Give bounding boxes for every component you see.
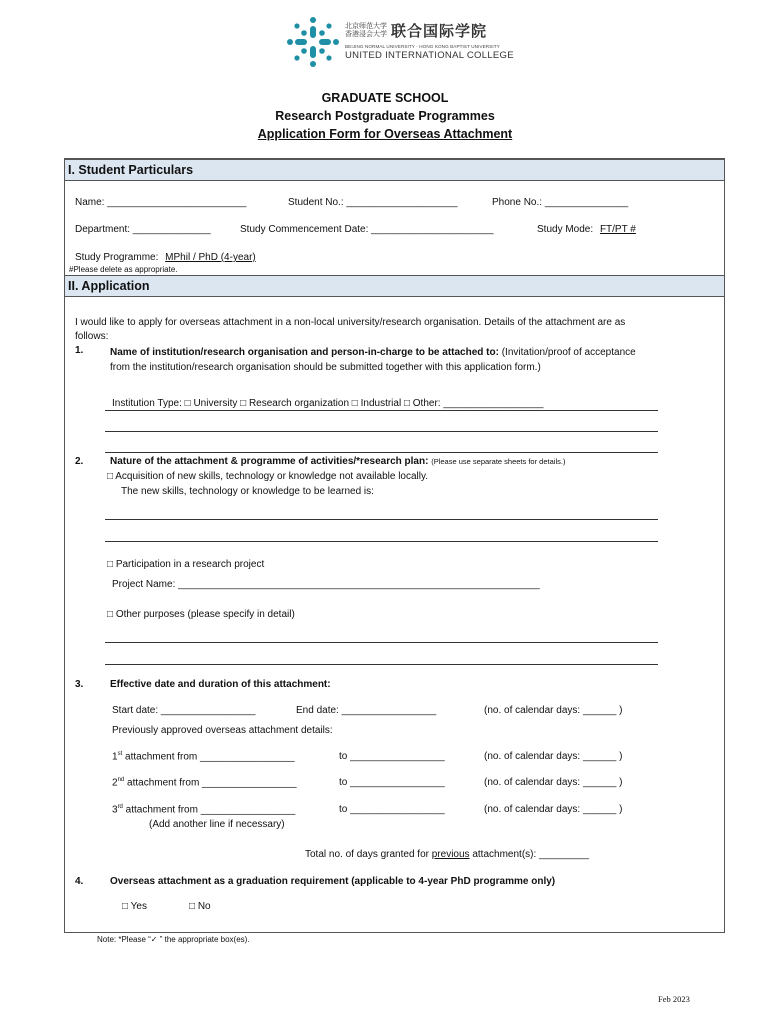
item2-text [110, 456, 565, 467]
footer-date: Feb 2023 [658, 994, 690, 1004]
form-box [64, 158, 725, 933]
study-programme-label: Study Programme: [75, 252, 159, 263]
section-student-particulars-heading: I. Student Particulars [65, 159, 724, 181]
attachment-1-from-field[interactable] [112, 751, 295, 762]
total-days-suffix: attachment(s): _________ [469, 849, 590, 860]
phone-no-field[interactable]: Phone No.: _______________ [492, 197, 629, 208]
institution-line-3[interactable] [105, 452, 658, 453]
study-mode-field[interactable] [537, 224, 636, 235]
institution-line-1 [105, 410, 658, 411]
form-title [0, 89, 770, 143]
graduation-yes-checkbox[interactable]: □ Yes [122, 901, 147, 912]
attachment-3-to-field[interactable]: to _________________ [339, 804, 445, 815]
department-field[interactable]: Department: ______________ [75, 224, 211, 235]
project-name-field[interactable]: Project Name: _________________________________________________________________ [112, 579, 540, 590]
attachment-3-days-field[interactable]: (no. of calendar days: ______ ) [484, 804, 623, 815]
previous-attachments-label: Previously approved overseas attachment details: [112, 725, 333, 736]
item3-heading: Effective date and duration of this attachment: [110, 679, 331, 690]
purpose-skills-checkbox[interactable]: □ Acquisition of new skills, technology or knowledge not available locally. [107, 471, 429, 482]
attachment-2-ordinal: 2 [112, 777, 118, 789]
study-programme-field[interactable] [75, 252, 256, 263]
logo-cn-line2: 香港浸会大学 [345, 30, 387, 38]
logo-cn-name: 联合国际学院 [391, 23, 488, 40]
uic-logo-mark-icon [283, 14, 343, 70]
item2-heading: Nature of the attachment & programme of activities/*research plan: [110, 456, 429, 467]
title-form-name: Application Form for Overseas Attachment [257, 127, 513, 141]
item1-number: 1. [75, 345, 84, 356]
attachment-3-from-text: attachment from _________________ [122, 804, 296, 816]
add-line-note: (Add another line if necessary) [149, 819, 285, 830]
attachment-1-ordinal-suffix: st [117, 751, 123, 757]
total-days-prefix: Total no. of days granted for [305, 849, 432, 860]
attachment-2-from-field[interactable] [112, 777, 297, 788]
institution-type-options[interactable]: Institution Type: □ University □ Research organization □ Industrial □ Other: __________________ [112, 398, 544, 409]
attachment-2-days-field[interactable]: (no. of calendar days: ______ ) [484, 777, 623, 788]
graduation-no-checkbox[interactable]: □ No [189, 901, 211, 912]
name-field[interactable]: Name: _________________________ [75, 197, 247, 208]
item4-heading: Overseas attachment as a graduation requirement (applicable to 4-year PhD programme only) [110, 876, 556, 887]
title-school: GRADUATE SCHOOL [321, 91, 449, 105]
commencement-date-field[interactable]: Study Commencement Date: ______________________ [240, 224, 494, 235]
skills-line-1[interactable] [105, 519, 658, 520]
logo-en-universities: BEIJING NORMAL UNIVERSITY · HONG KONG BAPTIST UNIVERSITY [345, 44, 500, 49]
end-date-field[interactable]: End date: _________________ [296, 705, 437, 716]
purpose-research-project-checkbox[interactable]: □ Participation in a research project [107, 559, 265, 570]
attachment-2-ordinal-suffix: nd [117, 777, 125, 783]
delete-note: #Please delete as appropriate. [69, 265, 178, 274]
attachment-3-ordinal-suffix: rd [117, 804, 123, 810]
attachment-3-ordinal: 3 [112, 804, 118, 816]
item2-number: 2. [75, 456, 84, 467]
attachment-1-ordinal: 1 [112, 751, 118, 763]
other-line-1[interactable] [105, 642, 658, 643]
total-days-previous: previous [431, 849, 470, 860]
study-mode-label: Study Mode: [537, 224, 594, 235]
item1-heading: Name of institution/research organisation and person-in-charge to be attached to: [110, 347, 499, 358]
total-days-field[interactable] [305, 849, 589, 860]
attachment-3-from-field[interactable] [112, 804, 295, 815]
attachment-1-to-field[interactable]: to _________________ [339, 751, 445, 762]
item4-number: 4. [75, 876, 84, 887]
application-intro: I would like to apply for overseas attachment in a non-local university/research organisation. Details of the attachment are as follows: [75, 317, 626, 342]
item1-instruction: (Invitation/proof of acceptance from the institution/research organisation should be submitted together with this application form.) [110, 347, 636, 373]
attachment-2-from-text: attachment from _________________ [124, 777, 297, 789]
current-days-field[interactable]: (no. of calendar days: ______ ) [484, 705, 623, 716]
study-programme-value: MPhil / PhD (4-year) [165, 252, 256, 263]
checkmark-note: Note: *Please “✓ ” the appropriate box(es). [97, 935, 250, 944]
item2-separate-sheets-note: (Please use separate sheets for details.) [431, 457, 566, 466]
title-programmes: Research Postgraduate Programmes [275, 109, 495, 123]
item1-text [110, 345, 653, 375]
skills-line-2[interactable] [105, 541, 658, 542]
start-date-field[interactable]: Start date: _________________ [112, 705, 256, 716]
purpose-other-checkbox[interactable]: □ Other purposes (please specify in detail) [107, 609, 295, 620]
purpose-skills-subtext: The new skills, technology or knowledge to be learned is: [121, 486, 374, 497]
section-application-heading: II. Application [65, 275, 724, 297]
logo-cn-line1: 北京师范大学 [345, 22, 387, 30]
student-no-field[interactable]: Student No.: ____________________ [288, 197, 458, 208]
logo-en-name: UNITED INTERNATIONAL COLLEGE [345, 50, 514, 61]
item3-number: 3. [75, 679, 84, 690]
other-line-2[interactable] [105, 664, 658, 665]
attachment-1-days-field[interactable]: (no. of calendar days: ______ ) [484, 751, 623, 762]
attachment-2-to-field[interactable]: to _________________ [339, 777, 445, 788]
uic-logo [283, 14, 514, 70]
study-mode-value: FT/PT # [599, 224, 636, 235]
attachment-1-from-text: attachment from _________________ [122, 751, 295, 763]
institution-line-2[interactable] [105, 431, 658, 432]
